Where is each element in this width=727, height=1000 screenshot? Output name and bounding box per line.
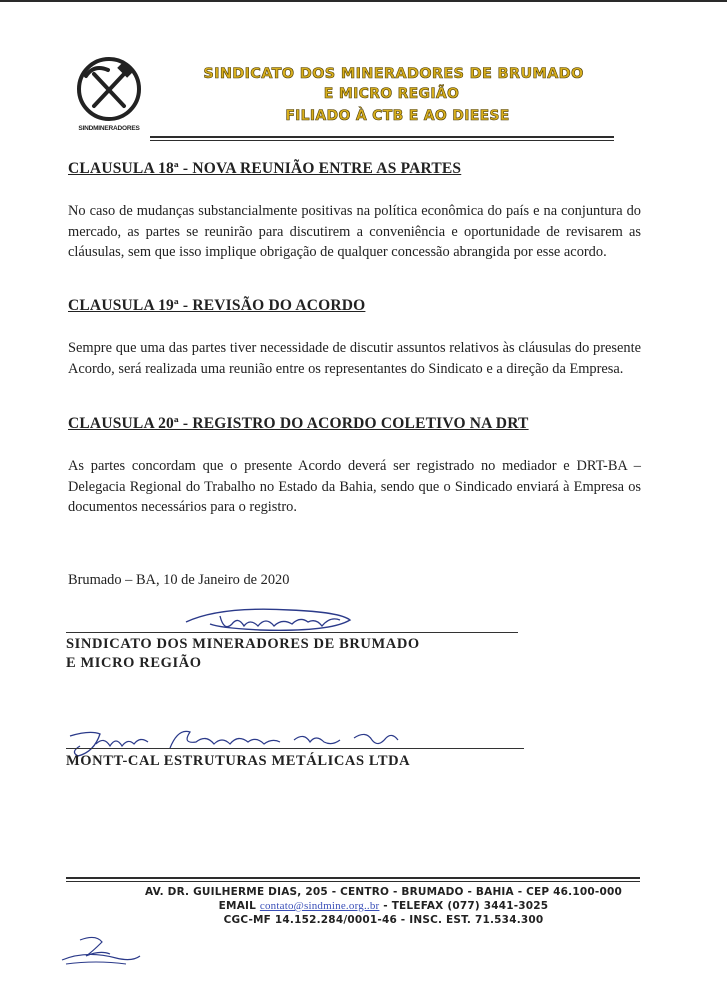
header-title-line3: FILIADO À CTB E AO DIEESE bbox=[285, 108, 510, 124]
party-company-name: MONTT-CAL ESTRUTURAS METÁLICAS LTDA bbox=[66, 753, 411, 769]
clause-20-body: As partes concordam que o presente Acordo deverá ser registrado no mediador e DRT-BA – Delegacia Regional do Trabalho no Estado da Bahia, sendo que o Sindicado enviará à Empresa os documentos necessários para o registro. bbox=[68, 458, 641, 515]
footer-registry: CGC-MF 14.152.284/0001-46 - INSC. EST. 71.534.300 bbox=[223, 914, 544, 926]
footer-phone: - TELEFAX (077) 3441-3025 bbox=[383, 900, 549, 912]
header-title-line1: SINDICATO DOS MINERADORES DE BRUMADO bbox=[203, 66, 584, 82]
footer-rule bbox=[66, 877, 640, 879]
header-rule-thin bbox=[150, 140, 614, 141]
clause-18-title: CLAUSULA 18ª - NOVA REUNIÃO ENTRE AS PARTES bbox=[68, 160, 462, 177]
signature-line-union bbox=[66, 632, 518, 633]
header-rule bbox=[150, 136, 614, 138]
footer-rule-thin bbox=[66, 881, 640, 882]
footer-contact bbox=[20, 900, 727, 912]
header-title-line2: E MICRO REGIÃO bbox=[323, 86, 460, 102]
logo-caption: SINDMINERADORES bbox=[78, 125, 140, 132]
clause-20-title: CLAUSULA 20ª - REGISTRO DO ACORDO COLETIVO NA DRT bbox=[68, 415, 529, 432]
party-union-region: E MICRO REGIÃO bbox=[66, 655, 202, 671]
initials-signature bbox=[56, 930, 146, 970]
clause-19-title: CLAUSULA 19ª - REVISÃO DO ACORDO bbox=[68, 297, 366, 314]
signature-line-company bbox=[66, 748, 524, 749]
footer-address: AV. DR. GUILHERME DIAS, 205 - CENTRO - BRUMADO - BAHIA - CEP 46.100-000 bbox=[145, 886, 622, 898]
top-border bbox=[0, 0, 727, 2]
clause-19-body: Sempre que uma das partes tiver necessidade de discutir assuntos relativos às cláusulas do presente Acordo, será realizada uma reunião entre os representantes do Sindicato e a direção da Empresa. bbox=[68, 340, 641, 377]
date-line: Brumado – BA, 10 de Janeiro de 2020 bbox=[68, 572, 290, 588]
party-union-name: SINDICATO DOS MINERADORES DE BRUMADO bbox=[66, 636, 420, 652]
footer-email-link[interactable]: contato@sindmine.org..br bbox=[259, 900, 380, 912]
footer-email-label: EMAIL bbox=[218, 900, 257, 912]
clause-18-body: No caso de mudanças substancialmente positivas na política econômica do país e na conjuntura do mercado, as partes se reunirão para discutirem a conveniência e oportunidade de revisarem as cláusulas, sem que isso implique obrigação de qualquer concessão abrangida por esse acordo. bbox=[68, 203, 641, 260]
